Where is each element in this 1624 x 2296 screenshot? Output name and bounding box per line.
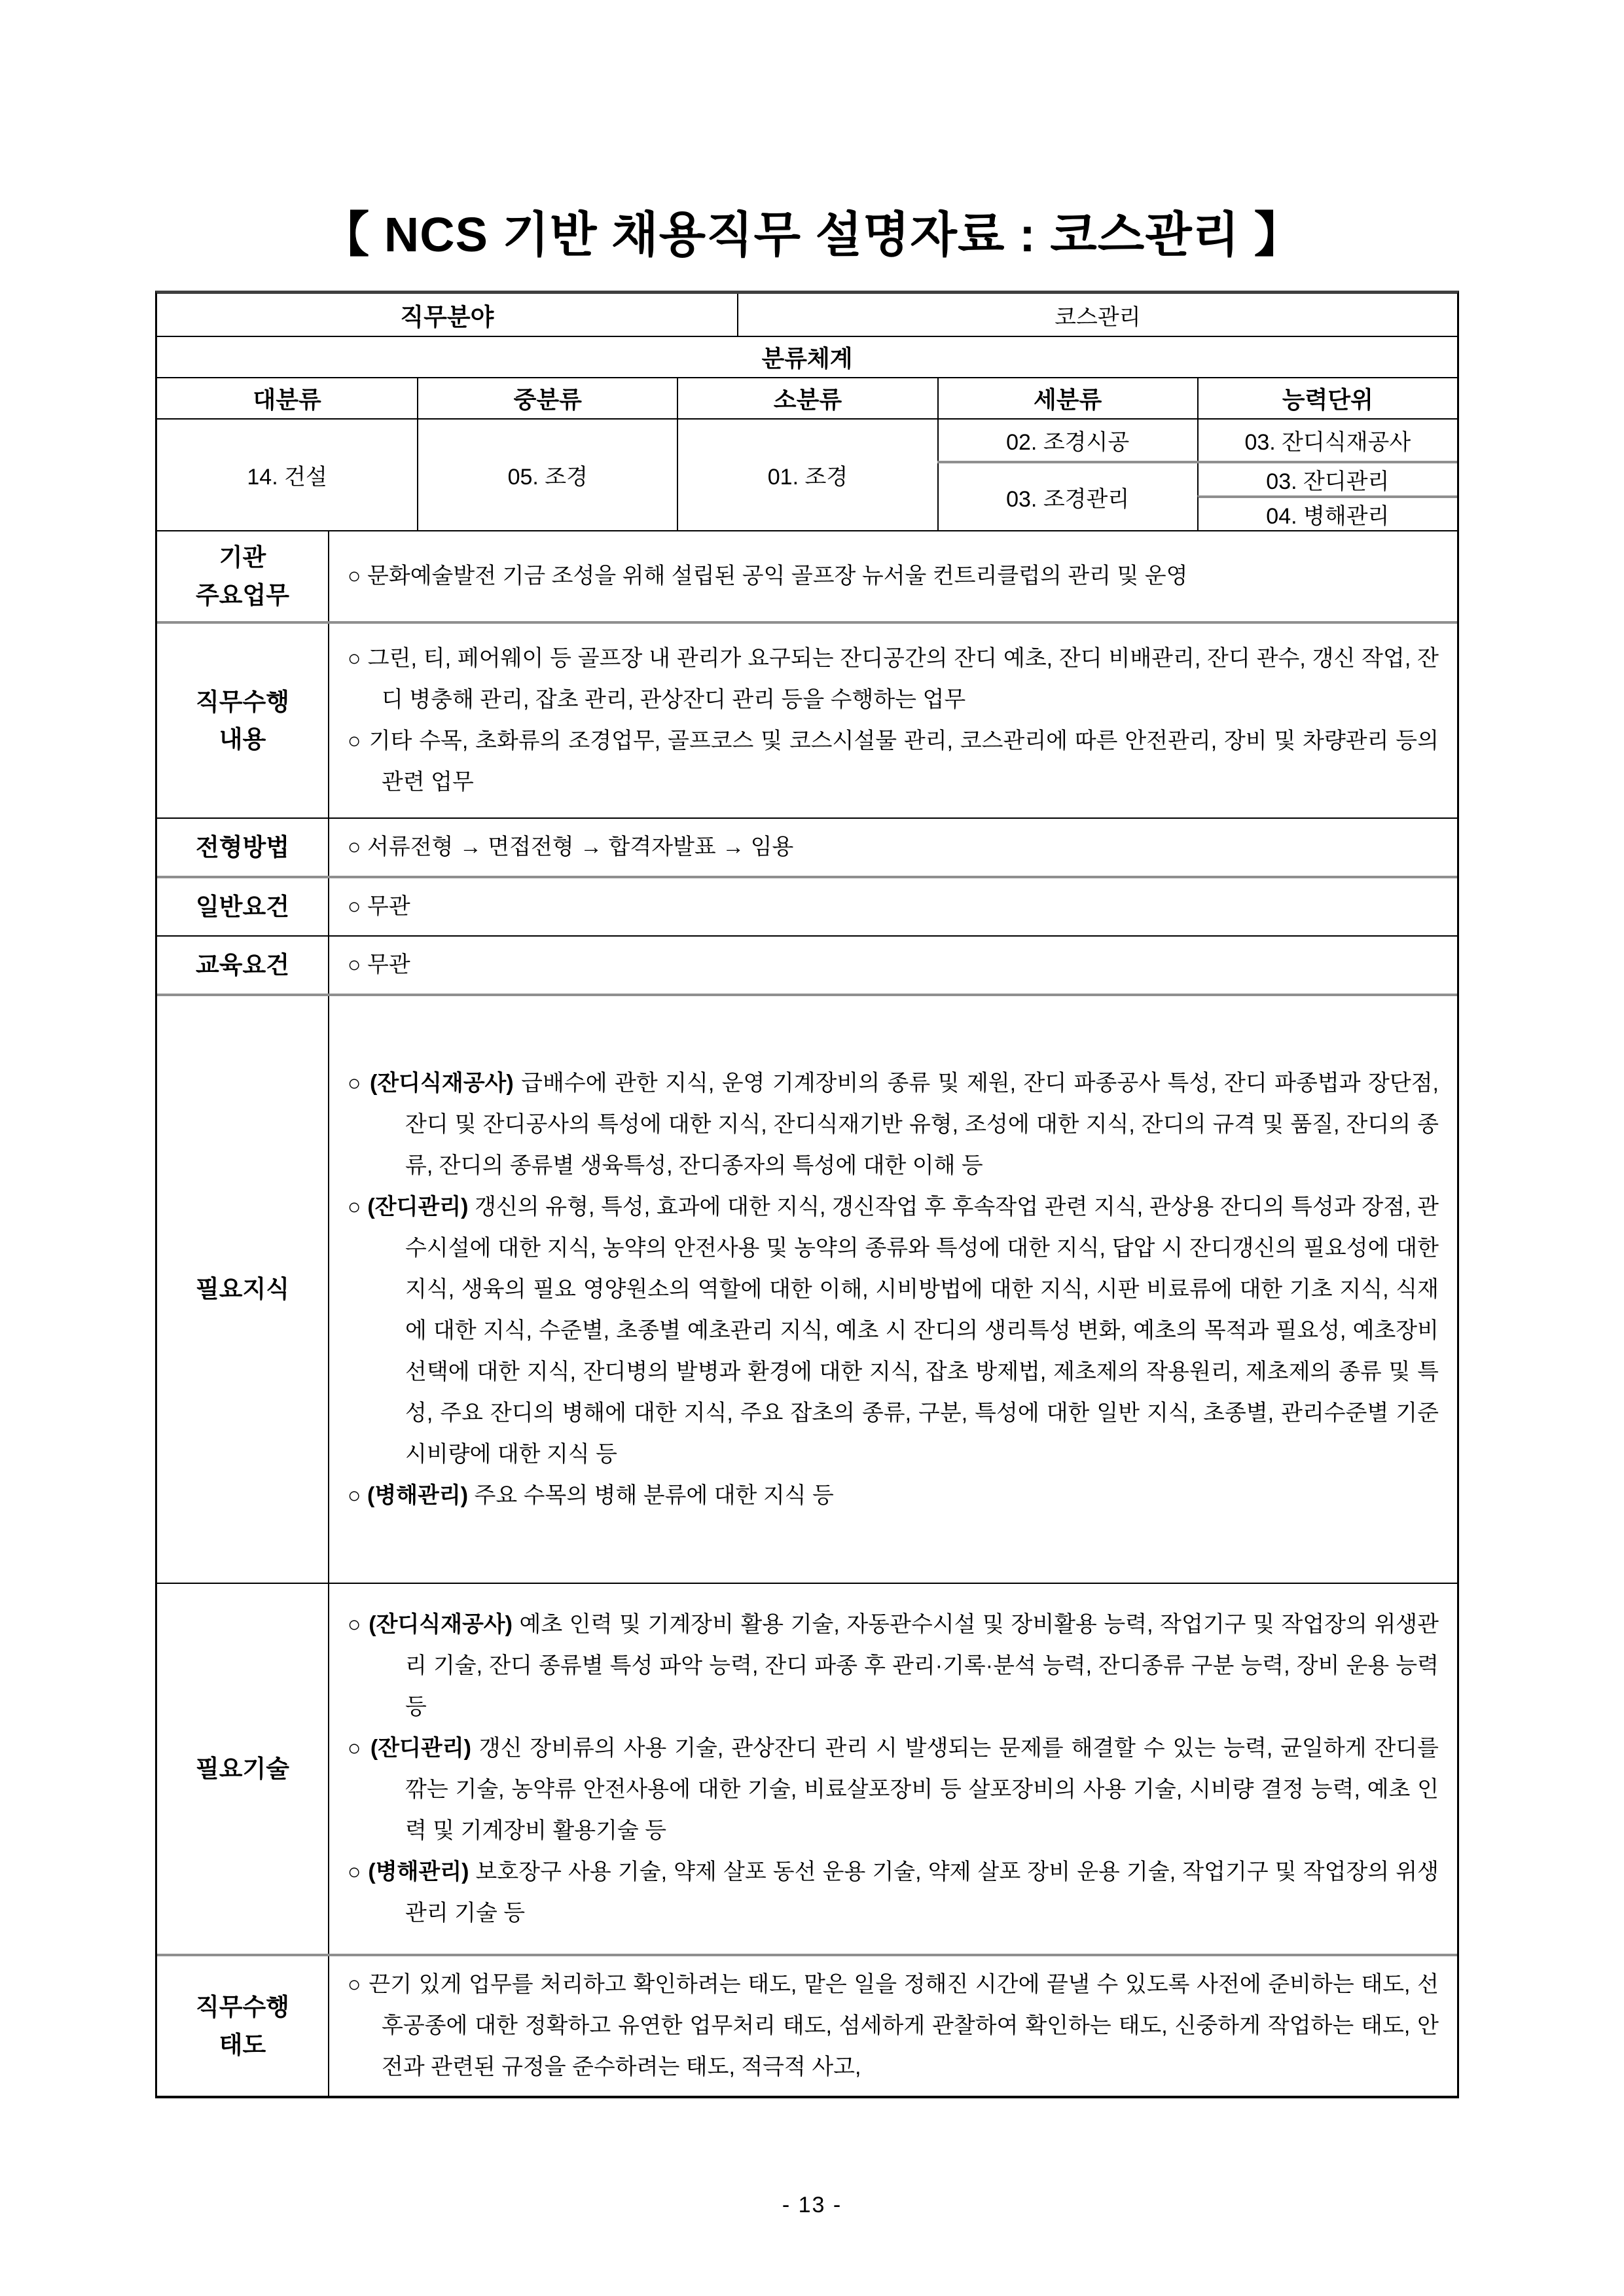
bullet-text: 주요 수목의 병해 분류에 대한 지식 등 bbox=[474, 1482, 834, 1508]
section-content bbox=[328, 937, 1457, 994]
bullet-bold-prefix: (잔디식재공사) bbox=[370, 1070, 514, 1096]
bullet-item bbox=[348, 1852, 1439, 1934]
section-content bbox=[328, 996, 1457, 1583]
section-label bbox=[157, 996, 328, 1583]
bullet-marker: ○ bbox=[348, 1070, 363, 1096]
bullet-text: 서류전형 → 면접전형 → 합격자발표 → 임용 bbox=[367, 834, 794, 859]
section-label-line: 태도 bbox=[219, 2031, 266, 2058]
section-label bbox=[157, 531, 328, 621]
section-row bbox=[157, 1954, 1457, 2096]
bullet-item bbox=[348, 1964, 1439, 2088]
section-label bbox=[157, 937, 328, 994]
bullet-item bbox=[348, 721, 1439, 803]
bullet-item bbox=[348, 827, 1439, 868]
job-field-value: 코스관리 bbox=[737, 294, 1457, 336]
bullet-marker: ○ bbox=[348, 1859, 362, 1884]
classification-unit-2: 03. 잔디관리 bbox=[1197, 463, 1457, 495]
section-label-line: 직무수행 bbox=[196, 688, 289, 715]
bullet-item bbox=[348, 1475, 1439, 1516]
bullet-item bbox=[348, 886, 1439, 927]
section-row bbox=[157, 621, 1457, 817]
section-label-line: 주요업무 bbox=[196, 581, 289, 609]
classification-column-header: 능력단위 bbox=[1197, 378, 1457, 418]
bullet-item bbox=[348, 1063, 1439, 1187]
detail-row-1 bbox=[937, 420, 1457, 461]
section-label bbox=[157, 1956, 328, 2096]
classification-title: 분류체계 bbox=[157, 336, 1457, 377]
bullet-text: 문화예술발전 기금 조성을 위해 설립된 공익 골프장 뉴서울 컨트리클럽의 관리 및 운영 bbox=[367, 564, 1188, 588]
section-content bbox=[328, 1956, 1457, 2096]
unit-column bbox=[1197, 463, 1457, 530]
bullet-text: 예초 인력 및 기계장비 활용 기술, 자동관수시설 및 장비활용 능력, 작업기구 및 작업장의 위생관리 기술, 잔디 종류별 특성 파악 능력, 잔디 파종 후 관리·기록·분석 능력, 잔디종류 구분 능력, 장비 운용 능력 등 bbox=[405, 1611, 1439, 1719]
bullet-bold-prefix: (잔디식재공사) bbox=[369, 1611, 513, 1637]
classification-column-header: 중분류 bbox=[417, 378, 677, 418]
bullet-text: 급배수에 관한 지식, 운영 기계장비의 종류 및 제원, 잔디 파종공사 특성, 잔디 파종법과 장단점, 잔디 및 잔디공사의 특성에 대한 지식, 잔디식재기반 유형, 조성에 대한 지식, 잔디의 규격 및 품질, 잔디의 종류, 잔디의 종류별 생육특성, 잔디종자의 특성에 대한 이해 등 bbox=[405, 1070, 1439, 1178]
classification-detail-grid bbox=[937, 420, 1457, 530]
section-label-line: 직무수행 bbox=[196, 1994, 289, 2021]
bullet-marker: ○ bbox=[348, 834, 361, 859]
section-label-line: 일반요건 bbox=[196, 893, 289, 920]
bullet-marker: ○ bbox=[348, 1972, 362, 1997]
page-number: - 13 - bbox=[782, 2193, 842, 2217]
classification-major: 14. 건설 bbox=[247, 465, 327, 490]
bullet-item bbox=[348, 944, 1439, 986]
classification-middle: 05. 조경 bbox=[417, 420, 677, 530]
job-description-table bbox=[155, 291, 1459, 2098]
bullet-text: 그린, 티, 페어웨이 등 골프장 내 관리가 요구되는 잔디공간의 잔디 예초, 잔디 비배관리, 잔디 관수, 갱신 작업, 잔디 병충해 관리, 잡초 관리, 관상잔디 관리 등을 수행하는 업무 bbox=[367, 646, 1439, 712]
section-label-line: 필요기술 bbox=[196, 1755, 289, 1782]
section-label bbox=[157, 819, 328, 876]
bullet-item bbox=[348, 1728, 1439, 1852]
page-title: 【 NCS 기반 채용직무 설명자료 : 코스관리 】 bbox=[321, 207, 1303, 262]
bullet-marker: ○ bbox=[348, 894, 361, 919]
bullet-marker: ○ bbox=[348, 952, 361, 977]
classification-minor: 01. 조경 bbox=[677, 420, 937, 530]
classification-unit-3: 04. 병해관리 bbox=[1197, 495, 1457, 530]
bullet-text: 무관 bbox=[367, 894, 410, 919]
section-content bbox=[328, 624, 1457, 817]
section-content bbox=[328, 1584, 1457, 1954]
section-label-line: 교육요건 bbox=[196, 951, 289, 978]
bullet-item bbox=[348, 556, 1439, 597]
bullet-text: 갱신 장비류의 사용 기술, 관상잔디 관리 시 발생되는 문제를 해결할 수 있는 능력, 균일하게 잔디를 깎는 기술, 농약류 안전사용에 대한 기술, 비료살포장비 등 살포장비의 사용 기술, 시비량 결정 능력, 예초 인력 및 기계장비 활용기술 등 bbox=[405, 1735, 1439, 1843]
classification-unit-1: 03. 잔디식재공사 bbox=[1197, 420, 1457, 461]
bullet-marker: ○ bbox=[348, 1482, 361, 1508]
bullet-marker: ○ bbox=[348, 728, 362, 753]
bullet-item bbox=[348, 1604, 1439, 1728]
bullet-marker: ○ bbox=[348, 564, 361, 588]
classification-detail-2: 03. 조경관리 bbox=[937, 463, 1197, 530]
job-field-row bbox=[157, 294, 1457, 336]
job-field-label: 직무분야 bbox=[400, 304, 494, 331]
classification-column-header: 대분류 bbox=[253, 386, 321, 413]
section-label bbox=[157, 1584, 328, 1954]
bullet-text: 보호장구 사용 기술, 약제 살포 동선 운용 기술, 약제 살포 장비 운용 기술, 작업기구 및 작업장의 위생관리 기술 등 bbox=[405, 1859, 1439, 1926]
bullet-bold-prefix: (병해관리) bbox=[367, 1482, 469, 1508]
section-row bbox=[157, 1583, 1457, 1954]
section-content bbox=[328, 531, 1457, 621]
section-row bbox=[157, 876, 1457, 935]
classification-header-row bbox=[157, 377, 1457, 418]
classification-column-header: 소분류 bbox=[677, 378, 937, 418]
bullet-marker: ○ bbox=[348, 1194, 361, 1219]
section-label-line: 내용 bbox=[219, 726, 266, 753]
bullet-bold-prefix: (잔디관리) bbox=[367, 1194, 469, 1219]
section-row bbox=[157, 530, 1457, 621]
section-row bbox=[157, 994, 1457, 1583]
section-content bbox=[328, 878, 1457, 935]
detail-row-2 bbox=[937, 461, 1457, 530]
bullet-text: 끈기 있게 업무를 처리하고 확인하려는 태도, 맡은 일을 정해진 시간에 끝낼 수 있도록 사전에 준비하는 태도, 선후공종에 대한 정확하고 유연한 업무처리 태도, 섬세하게 관찰하여 확인하는 태도, 신중하게 작업하는 태도, 안전과 관련된 규정을 준수하려는 태도, 적극적 사고, bbox=[369, 1972, 1439, 2079]
section-label bbox=[157, 878, 328, 935]
bullet-item bbox=[348, 1187, 1439, 1475]
section-content bbox=[328, 819, 1457, 876]
classification-detail-1: 02. 조경시공 bbox=[937, 420, 1197, 461]
classification-data-row bbox=[157, 418, 1457, 530]
section-label-line: 기관 bbox=[219, 544, 266, 571]
section-label bbox=[157, 624, 328, 817]
bullet-marker: ○ bbox=[348, 646, 361, 671]
bullet-marker: ○ bbox=[348, 1735, 363, 1761]
section-row bbox=[157, 817, 1457, 876]
bullet-text: 갱신의 유형, 특성, 효과에 대한 지식, 갱신작업 후 후속작업 관련 지식, 관상용 잔디의 특성과 장점, 관수시설에 대한 지식, 농약의 안전사용 및 농약의 종류와 특성에 대한 지식, 답압 시 잔디갱신의 필요성에 대한 지식, 생육의 필요 영양원소의 역할에 대한 이해, 시비방법에 대한 지식, 시판 비료류에 대한 기초 지식, 식재에 대한 지식, 수준별, 초종별 예초관리 지식, 예초 시 잔디의 생리특성 변화, 예초의 목적과 필요성, 예초장비 선택에 대한 지식, 잔디병의 발병과 환경에 대한 지식, 잡초 방제법, 제초제의 작용원리, 제초제의 종류 및 특성, 주요 잔디의 병해에 대한 지식, 주요 잡초의 종류, 구분, 특성에 대한 일반 지식, 초종별, 관리수준별 기준 시비량에 대한 지식 등 bbox=[405, 1194, 1439, 1467]
section-row bbox=[157, 935, 1457, 994]
bullet-bold-prefix: (병해관리) bbox=[368, 1859, 469, 1884]
bullet-marker: ○ bbox=[348, 1611, 362, 1637]
classification-column-header: 세분류 bbox=[937, 378, 1197, 418]
section-label-line: 전형방법 bbox=[196, 833, 289, 861]
bullet-item bbox=[348, 638, 1439, 721]
bullet-text: 기타 수목, 초화류의 조경업무, 골프코스 및 코스시설물 관리, 코스관리에 따른 안전관리, 장비 및 차량관리 등의 관련 업무 bbox=[369, 728, 1439, 795]
bullet-bold-prefix: (잔디관리) bbox=[370, 1735, 471, 1761]
bullet-text: 무관 bbox=[367, 952, 410, 977]
section-label-line: 필요지식 bbox=[196, 1276, 289, 1303]
